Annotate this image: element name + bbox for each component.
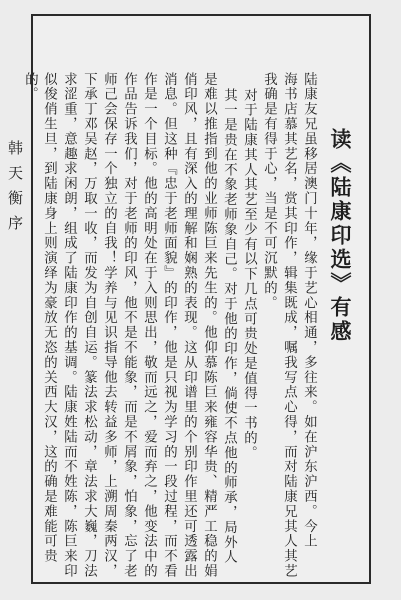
text-column-15: 的。	[22, 72, 38, 102]
text-column-14: 似俊俏生旦，到陆康身上则演绎为豪放无恣的关西大汉，这的确是难能可贵	[41, 72, 57, 564]
text-column-7: 俏印风，且有深入的理解和娴熟的表现。这从印谱里的个别印作里还可透露出	[181, 72, 197, 579]
text-column-12: 下承丁邓吴赵，万取一收，而发为自创自运。篆法求松动，章法求大巍，刀法	[81, 72, 97, 579]
text-column-5: 其一是贵在不象老师象自己。对于他的印作，倘使不点他的师承，局外人	[221, 88, 237, 565]
text-column-3: 我确是有得于心，当是不可沉默的。	[261, 72, 277, 311]
document-frame	[22, 14, 371, 584]
article-title: 读《陆康印选》有感	[328, 128, 353, 344]
text-column-9: 作是一个目标。他的高明处在于入则思出，敬而远之，爱而弃之，他变法中的	[141, 72, 157, 579]
text-column-10: 作品告诉我们，对于老师的印风，他不是不能象，而是不屑象，怕象，忘了老	[121, 72, 137, 579]
text-column-1: 陆康友兄虽移居澳门十年，缘于艺心相通，多往来。如在沪东沪西。今上	[301, 72, 317, 549]
text-column-11: 师己会保存一个独立的自我！学养与见识指导他去转益多师，上溯周秦两汉，	[101, 72, 117, 579]
text-column-4: 对于陆康其人其艺至少有以下几点可贵处是值得一书的。	[241, 88, 257, 461]
text-column-6: 是难以推指到他的业师陈巨来先生的。他仰慕陈巨来雍容华贵、精严工稳的娟	[201, 72, 217, 579]
text-column-2: 海书店慕其艺名，赏其印作，辑集既成，嘱我写点心得，而对陆康兄其人其艺	[281, 72, 297, 579]
text-column-8: 消息。但这种『忠于老师面貌』的印作，他是只视为学习的一段过程，而不看	[161, 72, 177, 579]
text-column-13: 求涩重，意趣求闲朗，组成了陆康印作的基调。陆康姓陆而不姓陈，陈巨来印	[61, 72, 77, 579]
author-byline: 韩天衡序	[6, 140, 24, 240]
